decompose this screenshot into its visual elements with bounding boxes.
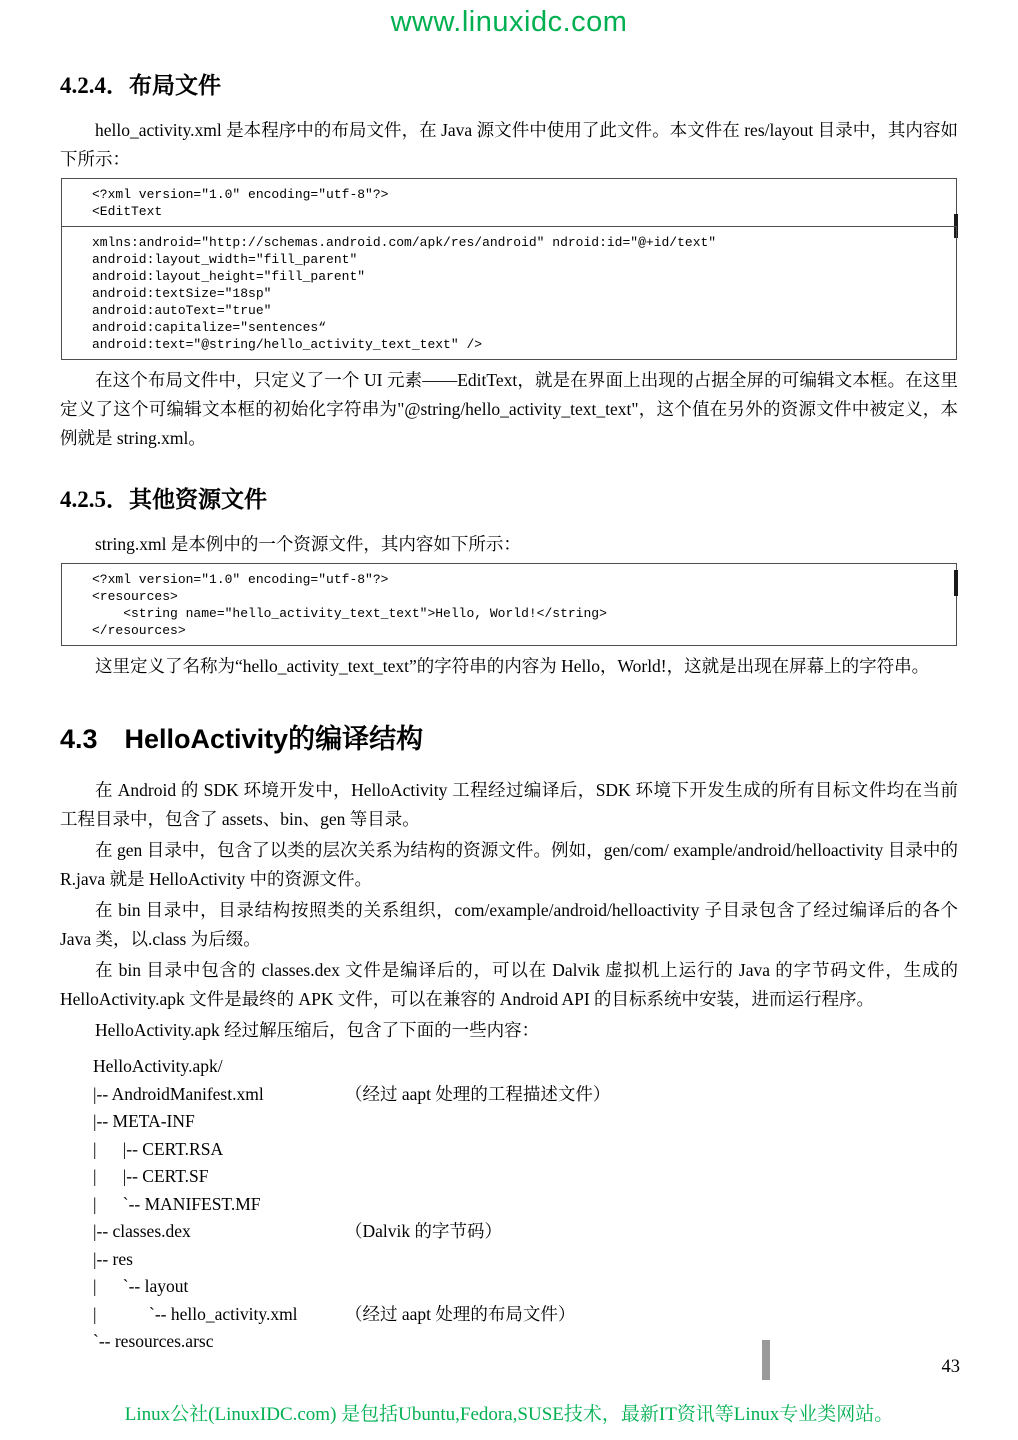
code-line: <?xml version="1.0" encoding="utf-8"?> [92, 572, 389, 587]
code-line: android:layout_width="fill_parent" [92, 252, 358, 267]
site-header-link[interactable]: www.linuxidc.com [390, 6, 628, 38]
tree-row [93, 1328, 958, 1356]
code-block-string-xml [61, 563, 957, 646]
tree-row [93, 1246, 958, 1274]
tree-entry-comment: （Dalvik 的字节码） [345, 1221, 503, 1241]
footer-gray-mark [762, 1340, 770, 1380]
tree-row [93, 1108, 958, 1136]
tree-entry-comment: （经过 aapt 处理的工程描述文件） [345, 1083, 611, 1104]
code-block-layout-xml-head [61, 178, 957, 227]
code-line: <resources> [92, 589, 178, 604]
section-43-paragraph-3: 在 bin 目录中，目录结构按照类的关系组织，com/example/android/helloactivity 子目录包含了经过编译后的各个 Java 类，以.class 为后缀。 [60, 900, 958, 949]
tree-entry: | |-- CERT.SF [93, 1166, 209, 1186]
tree-row [93, 1081, 958, 1109]
tree-entry: `-- resources.arsc [93, 1331, 214, 1351]
tree-entry: |-- classes.dex [93, 1221, 191, 1241]
section-43-paragraph-1: 在 Android 的 SDK 环境开发中，HelloActivity 工程经过编译后，SDK 环境下开发生成的所有目标文件均在当前工程目录中，包含了 assets、bin、gen 等目录。 [60, 780, 958, 829]
apk-file-tree [93, 1053, 958, 1356]
code-line: android:layout_height="fill_parent" [92, 269, 366, 284]
tree-entry: HelloActivity.apk/ [93, 1056, 223, 1076]
tree-entry: | `-- layout [93, 1276, 189, 1296]
tree-entry: | |-- CERT.RSA [93, 1138, 224, 1159]
section-43-paragraph-5: HelloActivity.apk 经过解压缩后，包含了下面的一些内容： [95, 1020, 540, 1040]
code-line: android:text="@string/hello_activity_text_text" /> [92, 337, 483, 352]
tree-entry: | `-- hello_activity.xml [93, 1303, 298, 1324]
tree-row [93, 1053, 958, 1081]
tree-row [93, 1136, 958, 1164]
tree-entry: |-- META-INF [93, 1111, 195, 1131]
code-line: <?xml version="1.0" encoding="utf-8"?> [92, 187, 389, 202]
section-43-paragraph-4: 在 bin 目录中包含的 classes.dex 文件是编译后的，可以在 Dalvik 虚拟机上运行的 Java 的字节码文件，生成的 HelloActivity.apk 文件是最终的 APK 文件，可以在兼容的 Android API 的目标系统中安装，进而运行程序。 [60, 960, 958, 1009]
code-line: android:capitalize="sentences“ [92, 320, 327, 335]
section-425-paragraph-1: string.xml 是本例中的一个资源文件，其内容如下所示： [95, 534, 521, 554]
section-425-paragraph-2: 这里定义了名称为“hello_activity_text_text”的字符串的内容为 Hello，World!，这就是出现在屏幕上的字符串。 [95, 656, 930, 676]
section-43-paragraph-2: 在 gen 目录中，包含了以类的层次关系为结构的资源文件。例如，gen/com/ example/android/helloactivity 目录中的 R.java 就是 HelloActivity 中的资源文件。 [60, 840, 958, 889]
page-number: 43 [941, 1357, 960, 1377]
section-424-paragraph-1: hello_activity.xml 是本程序中的布局文件，在 Java 源文件中使用了此文件。本文件在 res/layout 目录中，其内容如下所示： [60, 120, 958, 169]
tree-entry-comment: （经过 aapt 处理的布局文件） [345, 1303, 576, 1324]
tree-row [93, 1163, 958, 1191]
section-425-title: 4.2.5．其他资源文件 [60, 487, 267, 512]
tree-row [93, 1301, 958, 1329]
code-line: xmlns:android="http://schemas.android.com/apk/res/android" ndroid:id="@+id/text" [92, 235, 717, 250]
code-line: </resources> [92, 623, 186, 638]
section-424-paragraph-2: 在这个布局文件中，只定义了一个 UI 元素——EditText，就是在界面上出现的占据全屏的可编辑文本框。在这里定义了这个可编辑文本框的初始化字符串为"@string/hello_activity_text_text"，这个值在另外的资源文件中被定义，本例就是 string.xml。 [60, 370, 958, 448]
tree-row [93, 1273, 958, 1301]
tree-entry: |-- res [93, 1248, 133, 1269]
tree-entry: |-- AndroidManifest.xml [93, 1083, 264, 1104]
tree-row [93, 1218, 958, 1246]
code-block-layout-xml-body [61, 226, 957, 360]
section-424-title: 4.2.4．布局文件 [60, 73, 221, 98]
site-footer-text: Linux公社(LinuxIDC.com) 是包括Ubuntu,Fedora,SUSE技术，最新IT资讯等Linux专业类网站。 [124, 1404, 894, 1425]
section-43-title: 4.3 HelloActivity的编译结构 [60, 724, 424, 754]
code-line: android:textSize="18sp" [92, 286, 272, 301]
code-line: <EditText [92, 204, 163, 219]
tree-entry: | `-- MANIFEST.MF [93, 1193, 261, 1214]
code-line: android:autoText="true" [92, 303, 272, 318]
tree-row [93, 1191, 958, 1219]
textbox-handle-mark [954, 570, 958, 596]
code-line: <string name="hello_activity_text_text">Hello, World!</string> [92, 606, 607, 621]
